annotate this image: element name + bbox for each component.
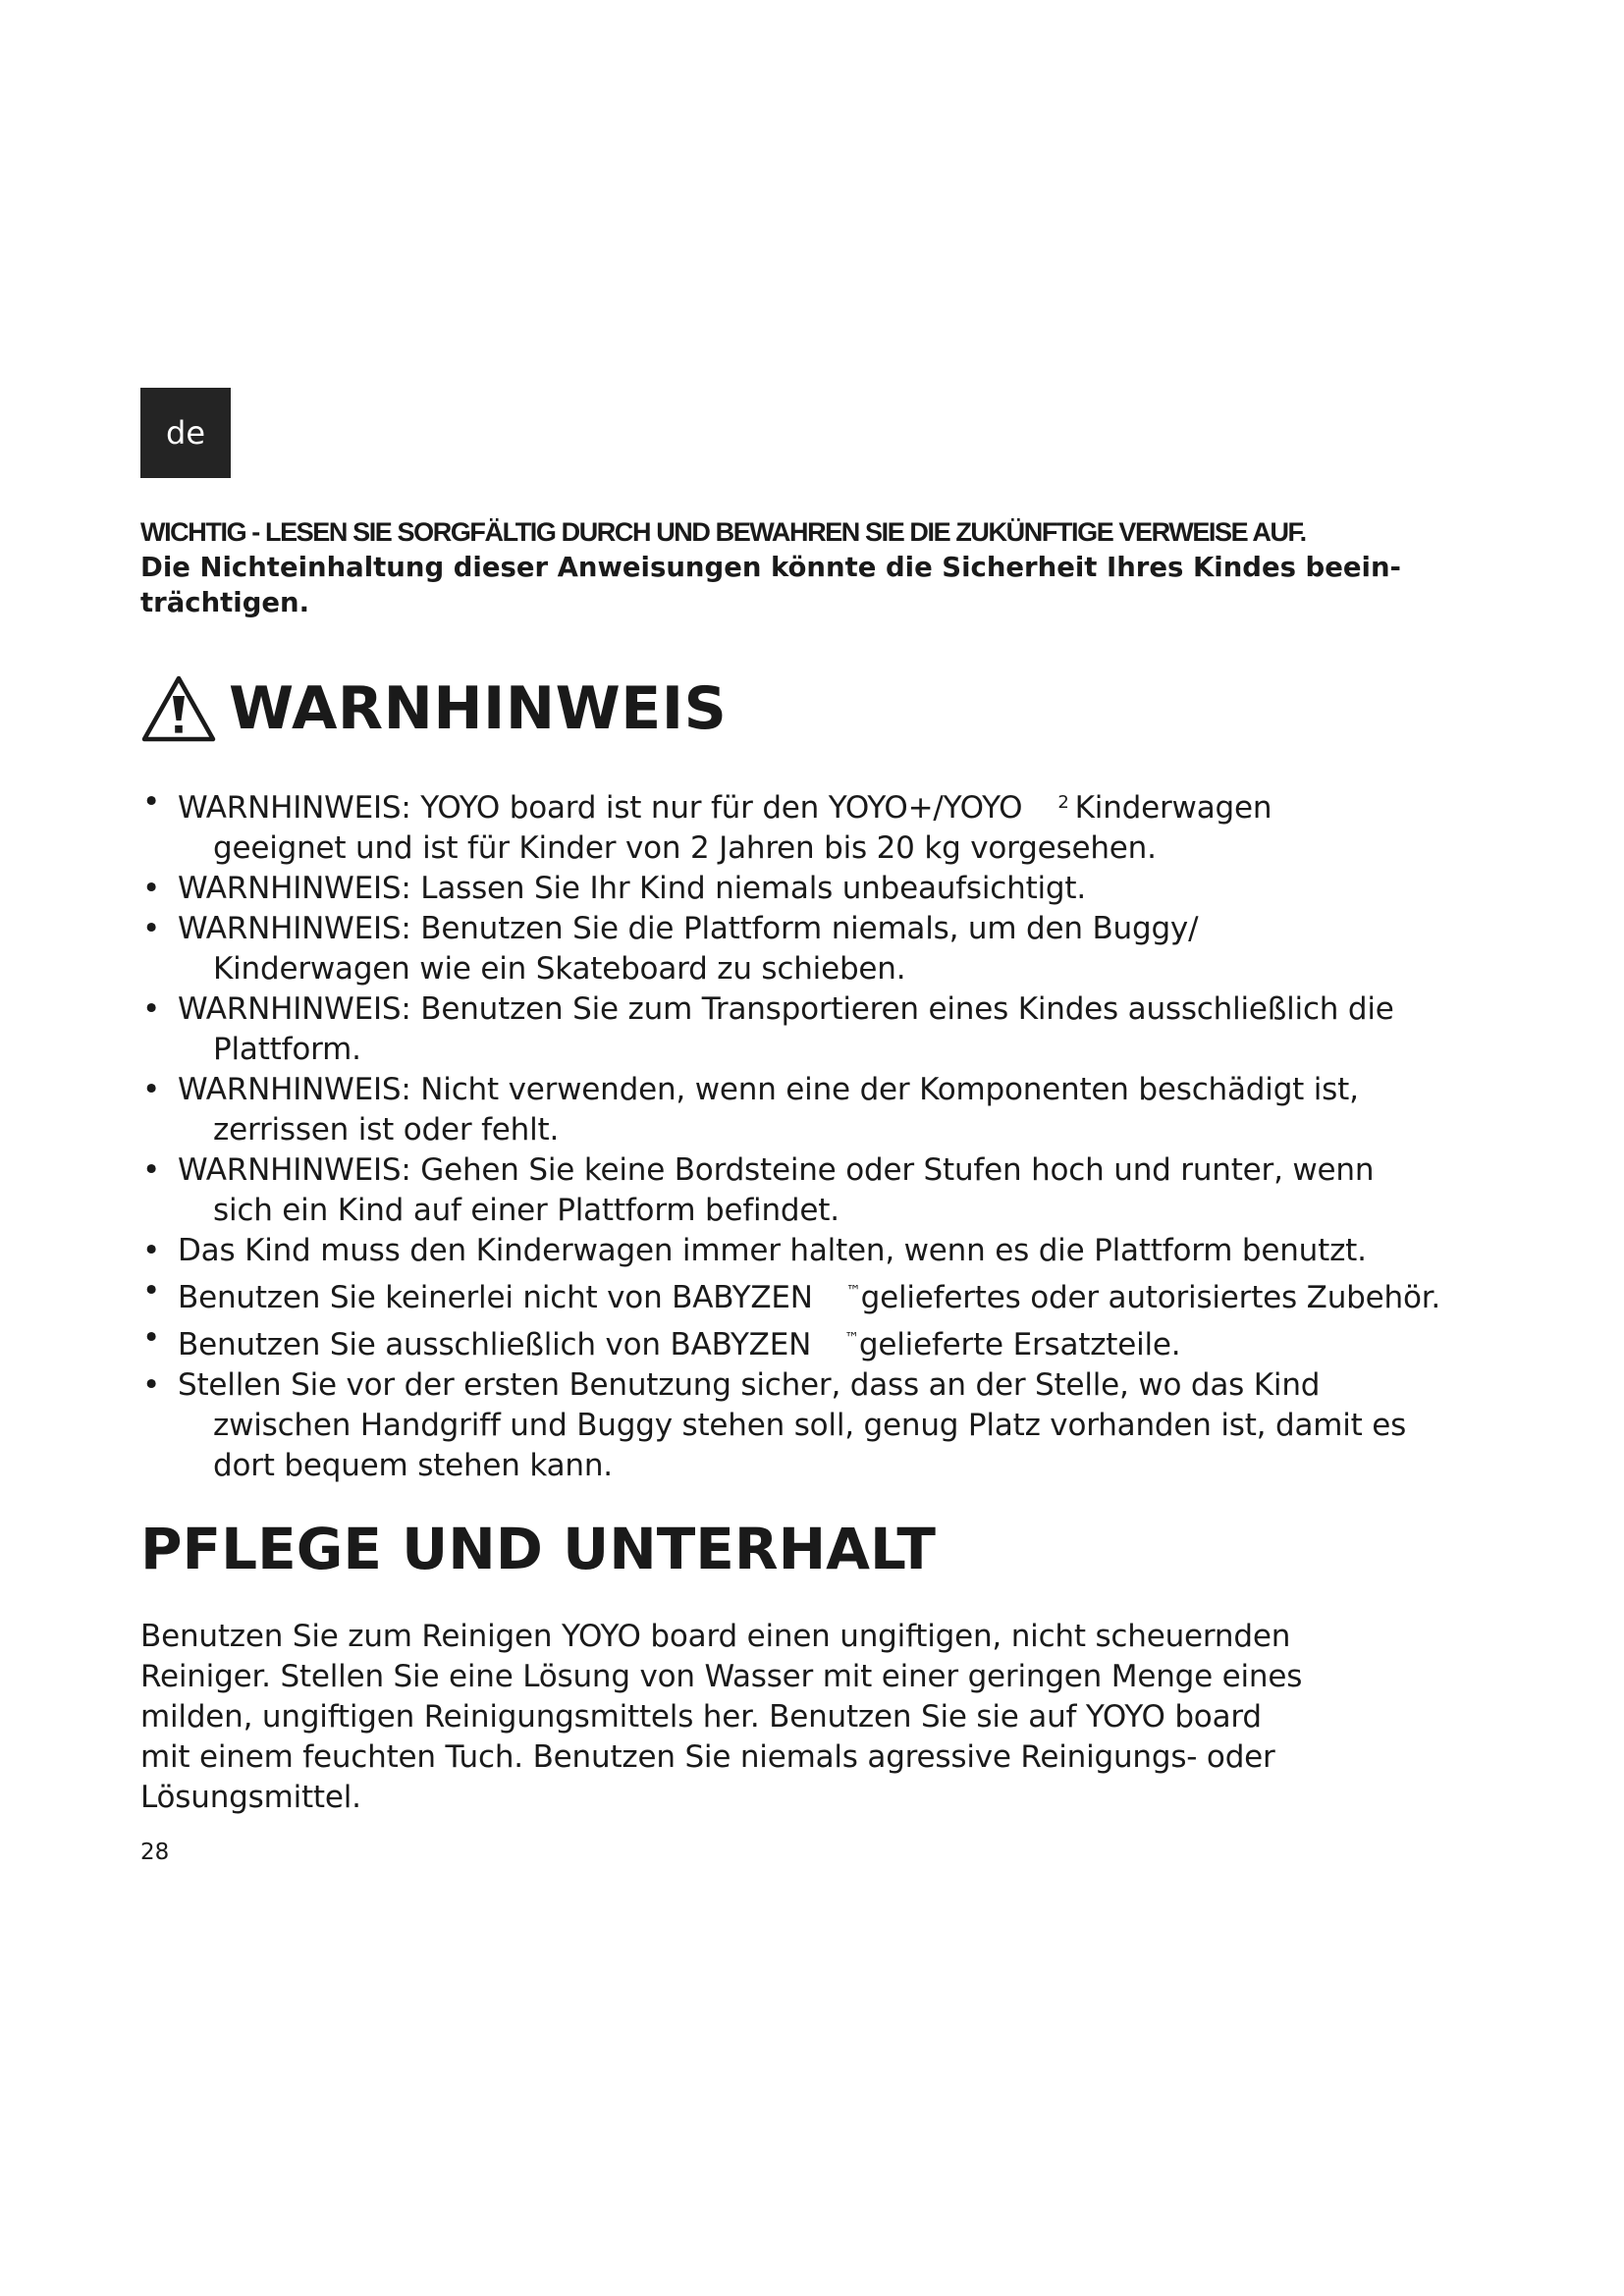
- list-item-continuation: zerrissen ist oder fehlt.: [213, 1112, 560, 1148]
- list-item: [140, 989, 1515, 1070]
- list-item: [140, 1365, 1515, 1486]
- list-item: [140, 1231, 1515, 1271]
- trademark-symbol: ™: [845, 1282, 861, 1300]
- care-heading: PFLEGE UND UNTERHALT: [140, 1516, 936, 1582]
- care-paragraph-line: mit einem feuchten Tuch. Benutzen Sie niemals agressive Reinigungs- oder: [140, 1739, 1275, 1775]
- list-item: [140, 1150, 1515, 1231]
- bullet: •: [142, 1152, 161, 1188]
- list-item: [140, 1070, 1515, 1150]
- list-item: [140, 1318, 1515, 1365]
- bullet: •: [142, 911, 161, 946]
- care-paragraph-line: Reiniger. Stellen Sie eine Lösung von Wasser mit einer geringen Menge eines: [140, 1659, 1303, 1694]
- list-item-text: WARNHINWEIS: Benutzen Sie die Plattform niemals, um den Buggy/: [178, 911, 1199, 946]
- list-item-text: WARNHINWEIS: Nicht verwenden, wenn eine der Komponenten beschädigt ist,: [178, 1072, 1359, 1107]
- list-item-text: WARNHINWEIS: YOYO board ist nur für den YOYO+/YOYO: [178, 790, 1023, 826]
- list-item-continuation: dort bequem stehen kann.: [213, 1448, 613, 1483]
- bullet: •: [142, 1273, 161, 1308]
- list-item-text: Das Kind muss den Kinderwagen immer halten, wenn es die Plattform benutzt.: [178, 1233, 1367, 1268]
- list-item-continuation: Kinderwagen wie ein Skateboard zu schieben.: [213, 951, 906, 987]
- bullet: •: [142, 1320, 161, 1356]
- warning-title: WARNHINWEIS: [229, 674, 728, 743]
- warning-heading: [140, 671, 727, 746]
- warning-list: [140, 782, 1515, 1486]
- important-notice-line-2: Die Nichteinhaltung dieser Anweisungen könnte die Sicherheit Ihres Kindes beein-: [140, 552, 1401, 583]
- superscript: 2: [1057, 792, 1069, 813]
- list-item-text: Benutzen Sie ausschließlich von BABYZEN: [178, 1327, 812, 1362]
- list-item: [140, 909, 1515, 989]
- care-paragraph: [140, 1617, 1476, 1818]
- list-item-continuation: sich ein Kind auf einer Plattform befindet.: [213, 1193, 839, 1228]
- list-item-text: WARNHINWEIS: Gehen Sie keine Bordsteine oder Stufen hoch und runter, wenn: [178, 1152, 1375, 1188]
- list-item-text: WARNHINWEIS: Benutzen Sie zum Transportieren eines Kindes ausschließlich die: [178, 991, 1394, 1027]
- list-item-text: gelieferte Ersatzteile.: [858, 1327, 1181, 1362]
- important-notice: [140, 514, 1495, 620]
- care-paragraph-line: Benutzen Sie zum Reinigen YOYO board einen ungiftigen, nicht scheuernden: [140, 1619, 1291, 1654]
- bullet: •: [142, 784, 161, 820]
- care-paragraph-line: Lösungsmittel.: [140, 1780, 361, 1815]
- list-item-text: WARNHINWEIS: Lassen Sie Ihr Kind niemals unbeaufsichtigt.: [178, 871, 1087, 906]
- bullet: •: [142, 1072, 161, 1107]
- care-paragraph-line: milden, ungiftigen Reinigungsmittels her. Benutzen Sie sie auf YOYO board: [140, 1699, 1262, 1735]
- list-item-text: geliefertes oder autorisiertes Zubehör.: [860, 1280, 1441, 1315]
- important-notice-line-3: trächtigen.: [140, 587, 310, 618]
- list-item-continuation: Plattform.: [213, 1032, 361, 1067]
- page-number: 28: [140, 1840, 170, 1865]
- list-item-text: Kinderwagen: [1074, 790, 1272, 826]
- list-item: [140, 869, 1515, 909]
- list-item-continuation: zwischen Handgriff und Buggy stehen soll, genug Platz vorhanden ist, damit es: [213, 1408, 1407, 1443]
- important-notice-line-1: WICHTIG - LESEN SIE SORGFÄLTIG DURCH UND BEWAHREN SIE DIE ZUKÜNFTIGE VERWEISE AUF.: [140, 517, 1306, 547]
- language-badge: de: [140, 388, 231, 478]
- list-item-text: Benutzen Sie keinerlei nicht von BABYZEN: [178, 1280, 813, 1315]
- bullet: •: [142, 1367, 161, 1403]
- warning-triangle-icon: [140, 674, 217, 743]
- list-item: [140, 782, 1515, 869]
- bullet: •: [142, 991, 161, 1027]
- list-item-continuation: geeignet und ist für Kinder von 2 Jahren bis 20 kg vorgesehen.: [213, 830, 1157, 866]
- bullet: •: [142, 1233, 161, 1268]
- list-item: [140, 1271, 1515, 1318]
- bullet: •: [142, 871, 161, 906]
- list-item-text: Stellen Sie vor der ersten Benutzung sicher, dass an der Stelle, wo das Kind: [178, 1367, 1321, 1403]
- trademark-symbol: ™: [844, 1329, 859, 1347]
